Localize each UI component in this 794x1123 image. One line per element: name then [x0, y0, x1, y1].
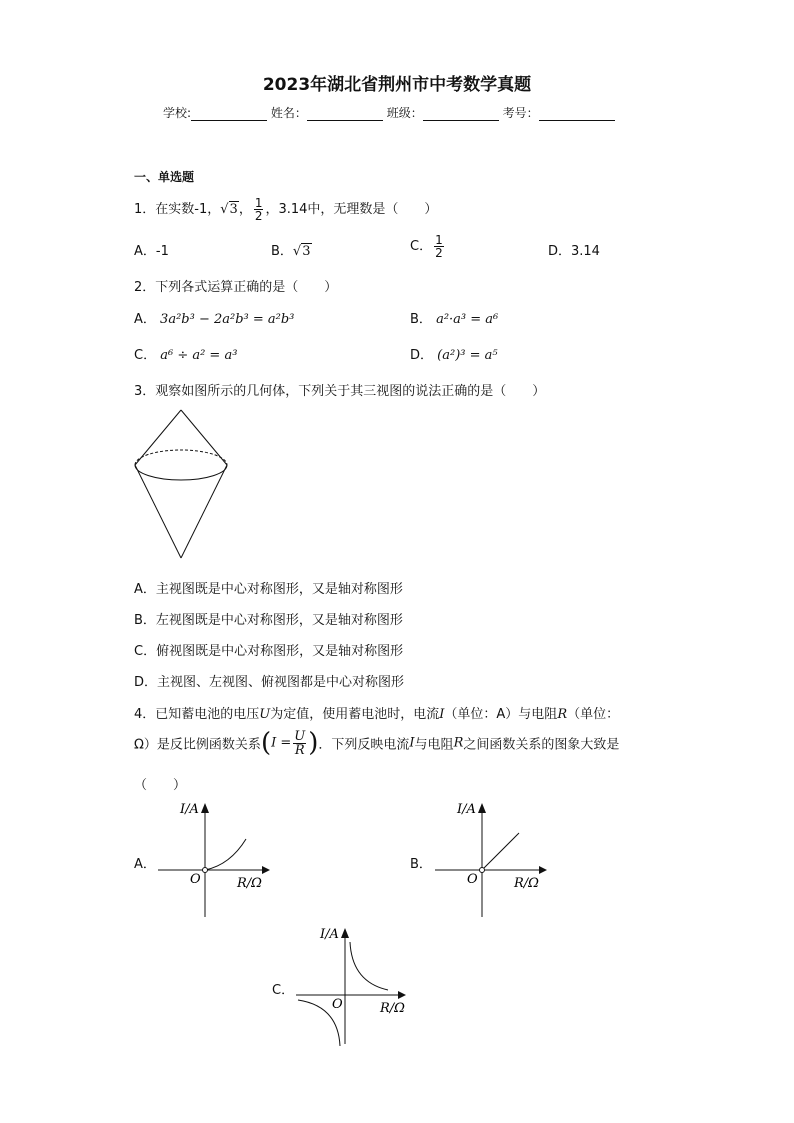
origin-label: O — [190, 872, 201, 887]
q4-option-c[interactable]: C． — [272, 983, 295, 998]
q4-stem-line2: Ω）是反比例函数关系(I = $\frac{U}{R}$ )．下列反映电流I与电阻R之间函数关系的图象大致是 — [134, 728, 620, 758]
cone-ellipse-hidden — [135, 450, 227, 465]
y-axis-label: I/A — [320, 927, 339, 942]
q2-stem: 2．下列各式运算正确的是（ ） — [134, 280, 338, 295]
upper-cone-right-edge — [181, 410, 227, 465]
y-axis-arrow — [341, 928, 349, 938]
x-axis-arrow — [539, 866, 547, 874]
y-axis-label: I/A — [457, 802, 476, 817]
x-axis-arrow — [398, 991, 406, 999]
open-point-a — [203, 868, 208, 873]
class-blank — [423, 108, 499, 121]
lower-cone-left-edge — [135, 465, 181, 558]
q4-option-b[interactable]: B． — [410, 857, 432, 872]
q1-option-a[interactable]: A．-1 — [134, 244, 169, 259]
q1-option-c[interactable]: C． $\frac{1}{2}$ — [410, 233, 443, 260]
upper-cone-left-edge — [135, 410, 181, 465]
school-label: 学校: — [163, 106, 192, 120]
double-cone-figure — [128, 405, 238, 565]
origin-label: O — [467, 872, 478, 887]
q4-graph-a[interactable] — [150, 795, 275, 920]
q2-option-d[interactable]: D． (a²)³ = a⁵ — [410, 348, 498, 363]
q3-stem: 3．观察如图所示的几何体，下列关于其三视图的说法正确的是（ ） — [134, 384, 546, 399]
line-b — [482, 833, 519, 870]
q4-graph-b[interactable] — [427, 795, 552, 920]
x-axis-label: R/Ω — [380, 1001, 405, 1016]
q3-option-b[interactable]: B．左视图既是中心对称图形，又是轴对称图形 — [134, 613, 403, 628]
x-axis-label: R/Ω — [514, 876, 539, 891]
student-info-line — [163, 104, 615, 121]
q3-option-d[interactable]: D．主视图、左视图、俯视图都是中心对称图形 — [134, 675, 405, 690]
page-title: 2023年湖北省荆州市中考数学真题 — [262, 75, 532, 95]
school-blank — [191, 108, 267, 121]
q4-option-a[interactable]: A． — [134, 857, 156, 872]
q1-stem-post: ，3.14中，无理数是（ ） — [265, 202, 438, 217]
q1-option-b[interactable]: B．√3 — [271, 244, 311, 259]
q4-graph-c[interactable] — [290, 920, 415, 1048]
origin-label: O — [332, 997, 343, 1012]
q4-stem-line3: （ ） — [134, 778, 187, 793]
lower-cone-right-edge — [181, 465, 227, 558]
q1-stem-pre: 1．在实数-1， — [134, 202, 221, 217]
y-axis-arrow — [201, 803, 209, 813]
exam-no-blank — [539, 108, 615, 121]
q3-option-a[interactable]: A．主视图既是中心对称图形，又是轴对称图形 — [134, 582, 403, 597]
q2-option-a[interactable]: A． 3a²b³ − 2a²b³ = a²b³ — [134, 312, 295, 327]
x-axis-label: R/Ω — [237, 876, 262, 891]
q1-sqrt: √3 — [220, 202, 238, 217]
y-axis-label: I/A — [180, 802, 199, 817]
q1-option-d[interactable]: D．3.14 — [548, 244, 600, 259]
name-label: 姓名： — [270, 106, 307, 120]
x-axis-arrow — [262, 866, 270, 874]
q2-option-c[interactable]: C． a⁶ ÷ a² = a³ — [134, 348, 238, 363]
curve-a — [205, 839, 246, 870]
q4-stem-line1: 4．已知蓄电池的电压U为定值，使用蓄电池时，电流I（单位：A）与电阻R（单位： — [134, 707, 620, 722]
q1-stem: 1．在实数-1，√3， $\frac{1}{2}$ ，3.14中，无理数是（ ） — [134, 196, 438, 223]
exam-no-label: 考号： — [502, 106, 539, 120]
open-point-b — [480, 868, 485, 873]
q4-formula: ( — [260, 728, 272, 758]
hyperbola-branch-right — [350, 942, 388, 990]
section-heading: 一、单选题 — [134, 170, 195, 184]
q3-option-c[interactable]: C．俯视图既是中心对称图形，又是轴对称图形 — [134, 644, 404, 659]
class-label: 班级： — [386, 106, 423, 120]
q1-fraction: $\frac{1}{2}$ — [254, 196, 263, 223]
q2-option-b[interactable]: B． a²·a³ = a⁶ — [410, 312, 499, 327]
name-blank — [307, 108, 383, 121]
y-axis-arrow — [478, 803, 486, 813]
